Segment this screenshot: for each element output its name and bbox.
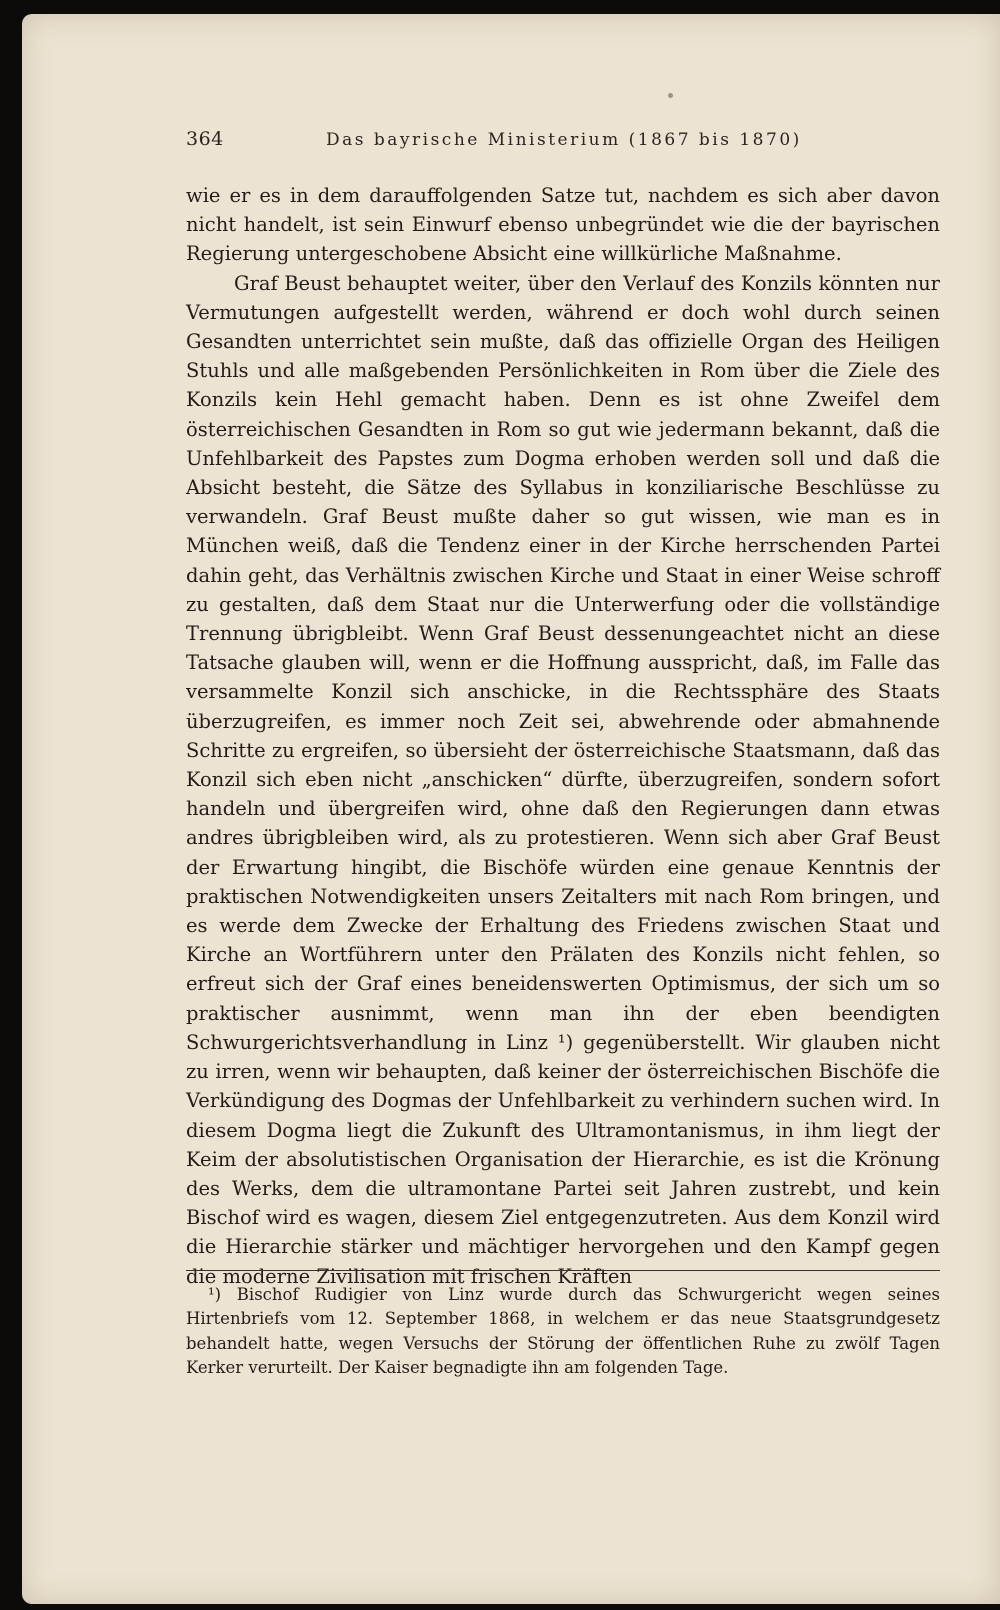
page-number: 364: [186, 128, 224, 150]
main-text: [186, 181, 940, 1291]
running-head: [186, 124, 940, 154]
footnote-1: ¹) Bischof Rudigier von Linz wurde durch das Schwurgericht wegen seines Hirtenbriefs vom 12. September 1868, in welchem er das neue Staatsgrundgesetz behandelt hatte, wegen Versuchs der Störung der öffentlichen Ruhe zu zwölf Tagen Kerker verurteilt. Der Kaiser begnadigte ihn am folgenden Tage.: [186, 1285, 940, 1378]
paper-speck: [668, 93, 673, 98]
paragraph-continued: wie er es in dem darauffolgenden Satze tut, nachdem es sich aber davon nicht handelt, ist sein Einwurf ebenso unbegründet wie die der bayrischen Regierung untergeschobene Absicht eine willkürliche Maßnahme.: [186, 184, 940, 266]
running-head-title: Das bayrische Ministerium (1867 bis 1870): [326, 130, 802, 150]
footnote-divider: [186, 1270, 940, 1271]
paragraph: Graf Beust behauptet weiter, über den Verlauf des Konzils könnten nur Vermutungen aufgestellt werden, während er doch wohl durch seinen Gesandten unterrichtet sein mußte, daß das offizielle Organ des Heiligen Stuhls und alle maßgebenden Persönlichkeiten in Rom über die Ziele des Konzils kein Hehl gemacht haben. Denn es ist ohne Zweifel dem österreichischen Gesandten in Rom so gut wie jedermann bekannt, daß die Unfehlbarkeit des Papstes zum Dogma erhoben werden soll und daß die Absicht besteht, die Sätze des Syllabus in konziliarische Beschlüsse zu verwandeln. Graf Beust mußte daher so gut wissen, wie man es in München weiß, daß die Tendenz einer in der Kirche herrschenden Partei dahin geht, das Verhältnis zwischen Kirche und Staat in einer Weise schroff zu gestalten, daß dem Staat nur die Unterwerfung oder die vollständige Trennung übrigbleibt. Wenn Graf Beust dessenungeachtet nicht an diese Tatsache glauben will, wenn er die Hoffnung ausspricht, daß, im Falle das versammelte Konzil sich anschicke, in die Rechtssphäre des Staats überzugreifen, es immer noch Zeit sei, abwehrende oder abmahnende Schritte zu ergreifen, so übersieht der österreichische Staatsmann, daß das Konzil sich eben nicht „anschicken“ dürfte, überzugreifen, sondern sofort handeln und übergreifen wird, ohne daß den Regierungen dann etwas andres übrigbleiben wird, als zu protestieren. Wenn sich aber Graf Beust der Erwartung hingibt, die Bischöfe würden eine genaue Kenntnis der praktischen Notwendigkeiten unsers Zeitalters mit nach Rom bringen, und es werde dem Zwecke der Erhaltung des Friedens zwischen Staat und Kirche an Wortführern unter den Prälaten des Konzils nicht fehlen, so erfreut sich der Graf eines beneidenswerten Optimismus, der sich um so praktischer ausnimmt, wenn man ihn der eben beendigten Schwurgerichtsverhandlung in Linz ¹) gegenüberstellt. Wir glauben nicht zu irren, wenn wir behaupten, daß keiner der österreichischen Bischöfe die Verkündigung des Dogmas der Unfehlbarkeit zu verhindern suchen wird. In diesem Dogma liegt die Zukunft des Ultramontanismus, in ihm liegt der Keim der absolutistischen Organisation der Hierarchie, es ist die Krönung des Werks, dem die ultramontane Partei seit Jahren zustrebt, und kein Bischof wird es wagen, diesem Ziel entgegenzutreten. Aus dem Konzil wird die Hierarchie stärker und mächtiger hervorgehen und den Kampf gegen die moderne Zivilisation mit frischen Kräften: [186, 271, 940, 1288]
footnotes: [186, 1283, 940, 1381]
